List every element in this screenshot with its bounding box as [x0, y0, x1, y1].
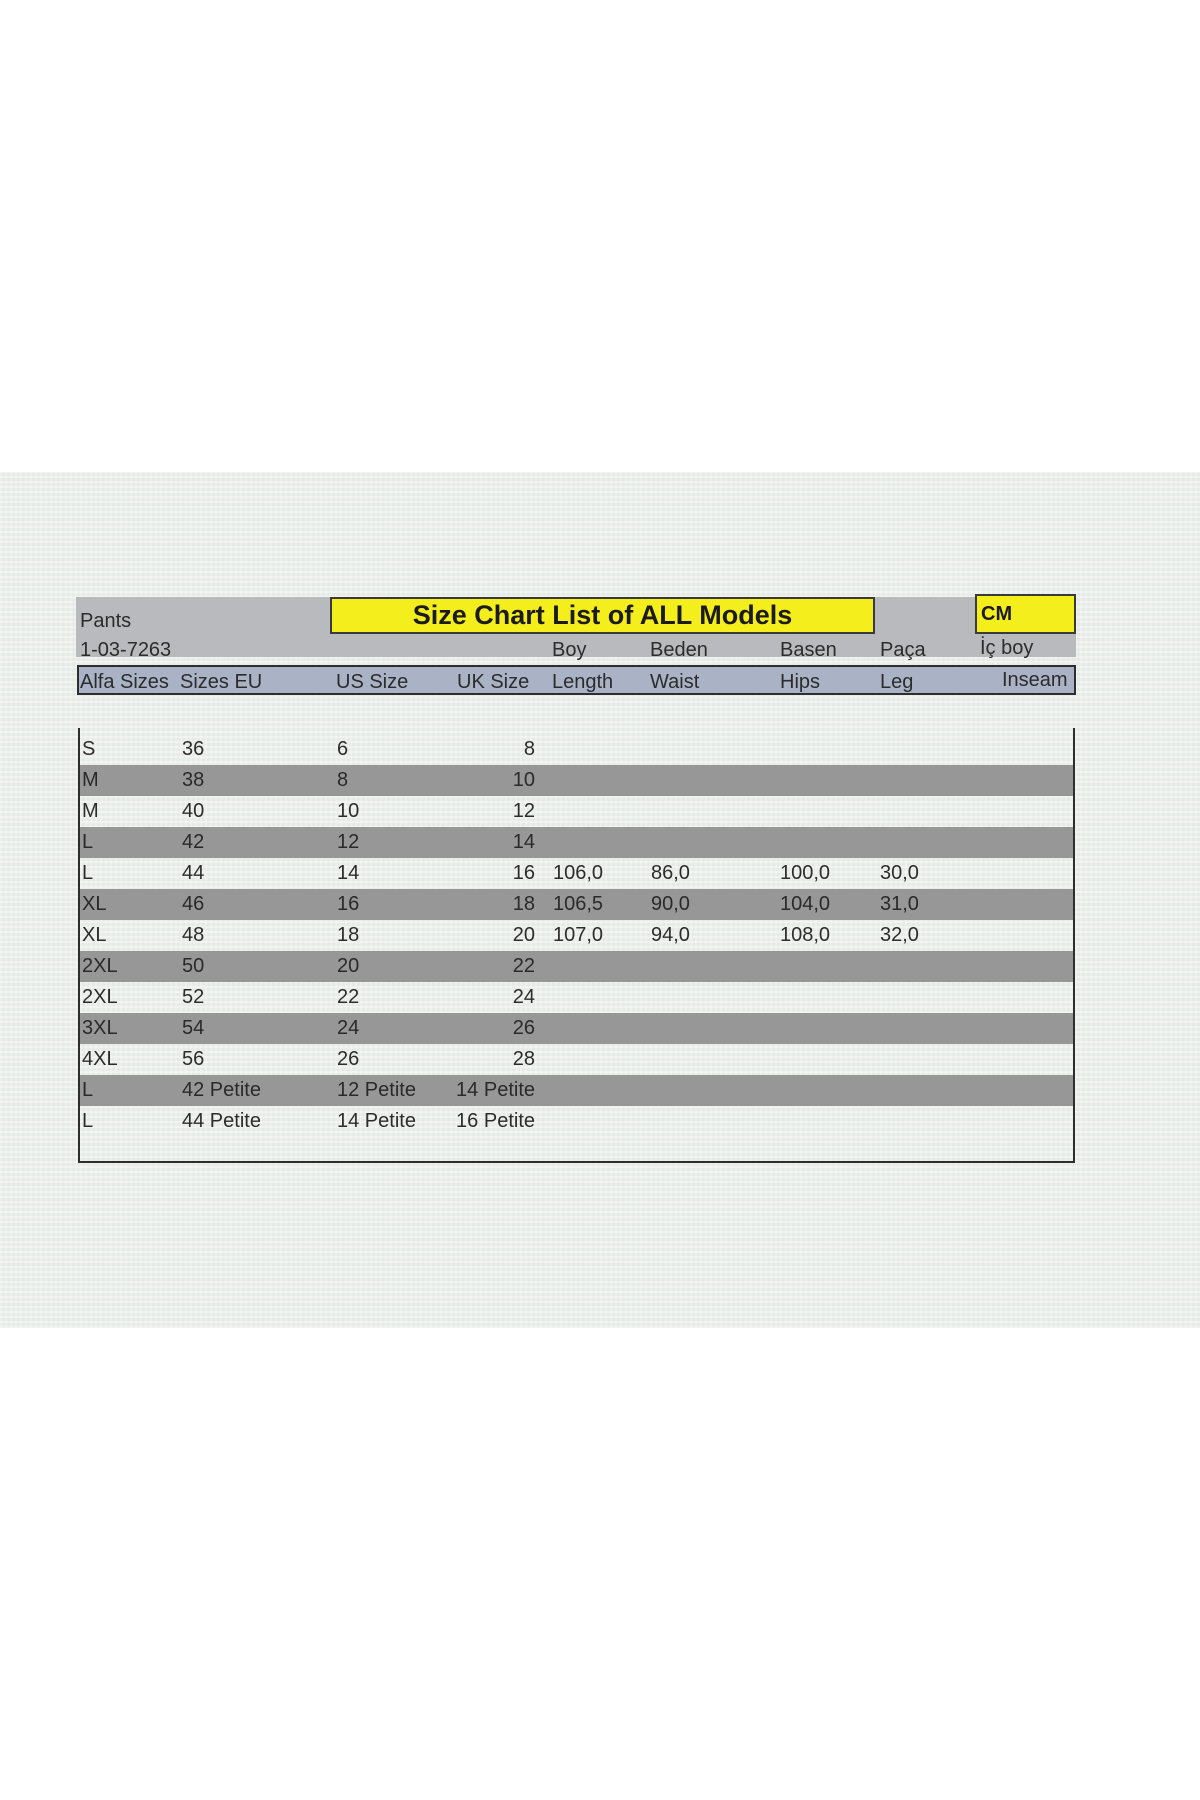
cell-alfa: L: [82, 1079, 94, 1101]
cell-alfa: S: [82, 738, 96, 760]
cell-eu: 54: [182, 1017, 205, 1039]
cell-alfa: XL: [82, 893, 107, 915]
cell-uk: 24: [512, 986, 535, 1008]
cell-hips: 100,0: [780, 862, 831, 884]
header-sizes-eu: Sizes EU: [180, 671, 263, 693]
cell-eu: 42 Petite: [182, 1079, 261, 1101]
cell-hips: 108,0: [780, 924, 831, 946]
cell-uk: 28: [512, 1048, 535, 1070]
cell-us: 16: [337, 893, 360, 915]
cell-alfa: XL: [82, 924, 107, 946]
cell-uk: 20: [512, 924, 535, 946]
header-length: Length: [552, 671, 614, 693]
cell-waist: 90,0: [651, 893, 690, 915]
cell-alfa: 2XL: [82, 986, 118, 1008]
category-label: Pants: [80, 610, 132, 632]
cell-us: 24: [337, 1017, 360, 1039]
spreadsheet-photo: [0, 472, 1200, 1328]
cell-eu: 44 Petite: [182, 1110, 261, 1132]
header-alfa-sizes: Alfa Sizes: [80, 671, 169, 693]
table-row: [80, 858, 1073, 889]
header-leg: Leg: [880, 671, 914, 693]
tr-header-leg: Paça: [880, 639, 926, 661]
cell-uk: 14 Petite: [456, 1079, 535, 1101]
cell-alfa: L: [82, 1110, 94, 1132]
cell-alfa: M: [82, 800, 99, 822]
cell-eu: 52: [182, 986, 205, 1008]
tr-header-hips: Basen: [780, 639, 837, 661]
header-waist: Waist: [650, 671, 700, 693]
cell-us: 12: [337, 831, 360, 853]
cell-alfa: L: [82, 862, 94, 884]
cell-leg: 32,0: [880, 924, 919, 946]
table-row: [80, 982, 1073, 1013]
unit-label: CM: [975, 594, 1076, 634]
cell-us: 26: [337, 1048, 360, 1070]
cell-eu: 36: [182, 738, 205, 760]
header-hips: Hips: [780, 671, 821, 693]
cell-leg: 30,0: [880, 862, 919, 884]
cell-us: 8: [337, 769, 349, 791]
table-row: [80, 920, 1073, 951]
tr-header-length: Boy: [552, 639, 587, 661]
cell-us: 18: [337, 924, 360, 946]
cell-length: 106,5: [553, 893, 604, 915]
cell-us: 6: [337, 738, 349, 760]
cell-us: 10: [337, 800, 360, 822]
cell-length: 107,0: [553, 924, 604, 946]
cell-alfa: M: [82, 769, 99, 791]
header-inseam: Inseam: [1002, 669, 1068, 691]
cell-eu: 38: [182, 769, 205, 791]
cell-length: 106,0: [553, 862, 604, 884]
cell-waist: 86,0: [651, 862, 690, 884]
chart-title: Size Chart List of ALL Models: [330, 597, 875, 634]
cell-alfa: L: [82, 831, 94, 853]
table-row: [80, 951, 1073, 982]
cell-eu: 56: [182, 1048, 205, 1070]
cell-uk: 26: [512, 1017, 535, 1039]
header-uk-size: UK Size: [457, 671, 530, 693]
cell-hips: 104,0: [780, 893, 831, 915]
cell-eu: 50: [182, 955, 205, 977]
cell-uk: 16: [512, 862, 535, 884]
table-row: [80, 1075, 1073, 1106]
table-row: [80, 796, 1073, 827]
header-us-size: US Size: [336, 671, 409, 693]
cell-uk: 14: [512, 831, 535, 853]
cell-uk: 22: [512, 955, 535, 977]
table-row: [80, 765, 1073, 796]
cell-eu: 40: [182, 800, 205, 822]
cell-us: 12 Petite: [337, 1079, 416, 1101]
cell-alfa: 3XL: [82, 1017, 118, 1039]
table-row: [80, 734, 1073, 765]
cell-waist: 94,0: [651, 924, 690, 946]
table-row: [80, 827, 1073, 858]
cell-us: 20: [337, 955, 360, 977]
cell-alfa: 2XL: [82, 955, 118, 977]
table-row: [80, 1013, 1073, 1044]
cell-eu: 46: [182, 893, 205, 915]
cell-us: 14 Petite: [337, 1110, 416, 1132]
cell-us: 22: [337, 986, 360, 1008]
cell-uk: 10: [512, 769, 535, 791]
cell-uk: 8: [523, 738, 535, 760]
cell-eu: 42: [182, 831, 205, 853]
table-row: [80, 889, 1073, 920]
cell-alfa: 4XL: [82, 1048, 118, 1070]
cell-leg: 31,0: [880, 893, 919, 915]
size-chart-sheet: [0, 472, 1200, 1328]
cell-us: 14: [337, 862, 360, 884]
tr-header-waist: Beden: [650, 639, 708, 661]
cell-eu: 48: [182, 924, 205, 946]
cell-eu: 44: [182, 862, 205, 884]
model-code: 1-03-7263: [80, 639, 172, 661]
cell-uk: 16 Petite: [456, 1110, 535, 1132]
cell-uk: 12: [512, 800, 535, 822]
table-row: [80, 1106, 1073, 1137]
tr-header-inseam: İç boy: [980, 637, 1034, 659]
table-row: [80, 1044, 1073, 1075]
cell-uk: 18: [512, 893, 535, 915]
